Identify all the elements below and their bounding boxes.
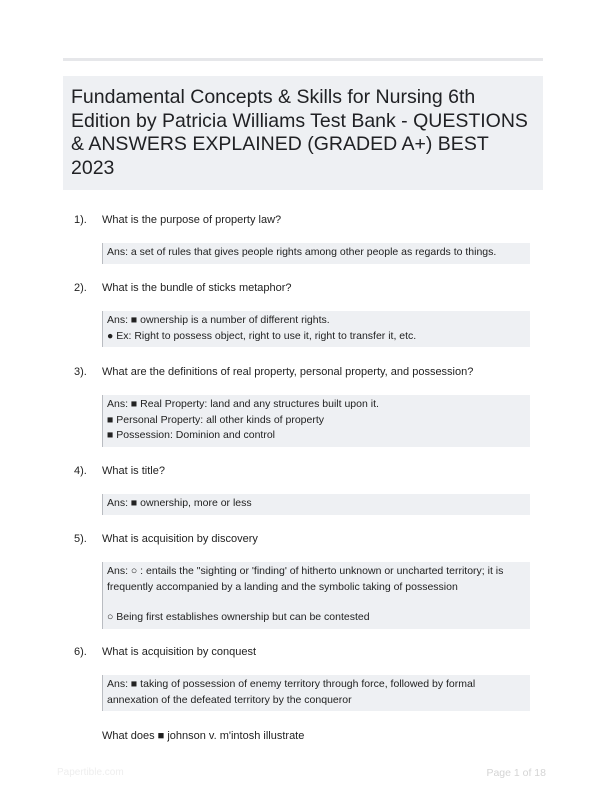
answer-line: Ans: ■ taking of possession of enemy territory through force, followed by formal annexation of the defeated territory by the conqueror [107,678,476,706]
question-text: What is acquisition by discovery [102,533,258,545]
page-indicator: Page 1 of 18 [486,767,546,779]
footer-watermark: Papertible.com [57,767,124,778]
question-text: What are the definitions of real property, personal property, and possession? [102,366,474,378]
question-number: 3). [74,366,87,378]
answer-line: ■ Personal Property: all other kinds of property [107,413,325,426]
question-block-4 [74,465,544,515]
answer-line: Ans: ■ ownership, more or less [107,497,252,509]
answer-line: ■ Possession: Dominion and control [107,429,276,441]
answer-line: ● Ex: Right to possess object, right to use it, right to transfer it, etc. [107,329,417,342]
question-text: What is the purpose of property law? [102,214,282,226]
question-block-3 [74,366,544,447]
answer-box [102,395,530,447]
question-number: 5). [74,533,87,545]
answer-box [102,311,530,347]
question-block-6 [74,646,544,711]
answer-box [102,675,530,711]
question-text: What is title? [102,465,165,477]
question-number: 2). [74,282,87,294]
question-number: 6). [74,646,87,658]
answer-line: Ans: a set of rules that gives people rights among other people as regards to things. [107,246,497,258]
answer-box [102,562,530,629]
question-text: What is acquisition by conquest [102,646,257,658]
question-block-7 [74,730,544,746]
question-block-1 [74,214,544,264]
answer-line: Ans: ○ : entails the "sighting or 'finding' of hitherto unknown or uncharted territory; it is frequently accompanied by a landing and the symbolic taking of possession [107,565,504,593]
document-title: Fundamental Concepts & Skills for Nursing 6th Edition by Patricia Williams Test Bank - QUESTIONS & ANSWERS EXPLAINED (GRADED A+) BEST 2023 [71,86,528,179]
top-divider [63,58,543,61]
question-block-5 [74,533,544,629]
title-banner [63,76,543,190]
question-number: 1). [74,214,87,226]
answer-line: Ans: ■ Real Property: land and any structures built upon it. [107,398,379,410]
answer-box [102,243,530,264]
question-text: What does ■ johnson v. m'intosh illustrate [102,730,305,742]
question-number: 4). [74,465,87,477]
question-text: What is the bundle of sticks metaphor? [102,282,292,294]
answer-line: ○ Being first establishes ownership but can be contested [107,611,370,623]
question-block-2 [74,282,544,347]
answer-box [102,494,530,515]
answer-line: Ans: ■ ownership is a number of different rights. [107,314,330,326]
